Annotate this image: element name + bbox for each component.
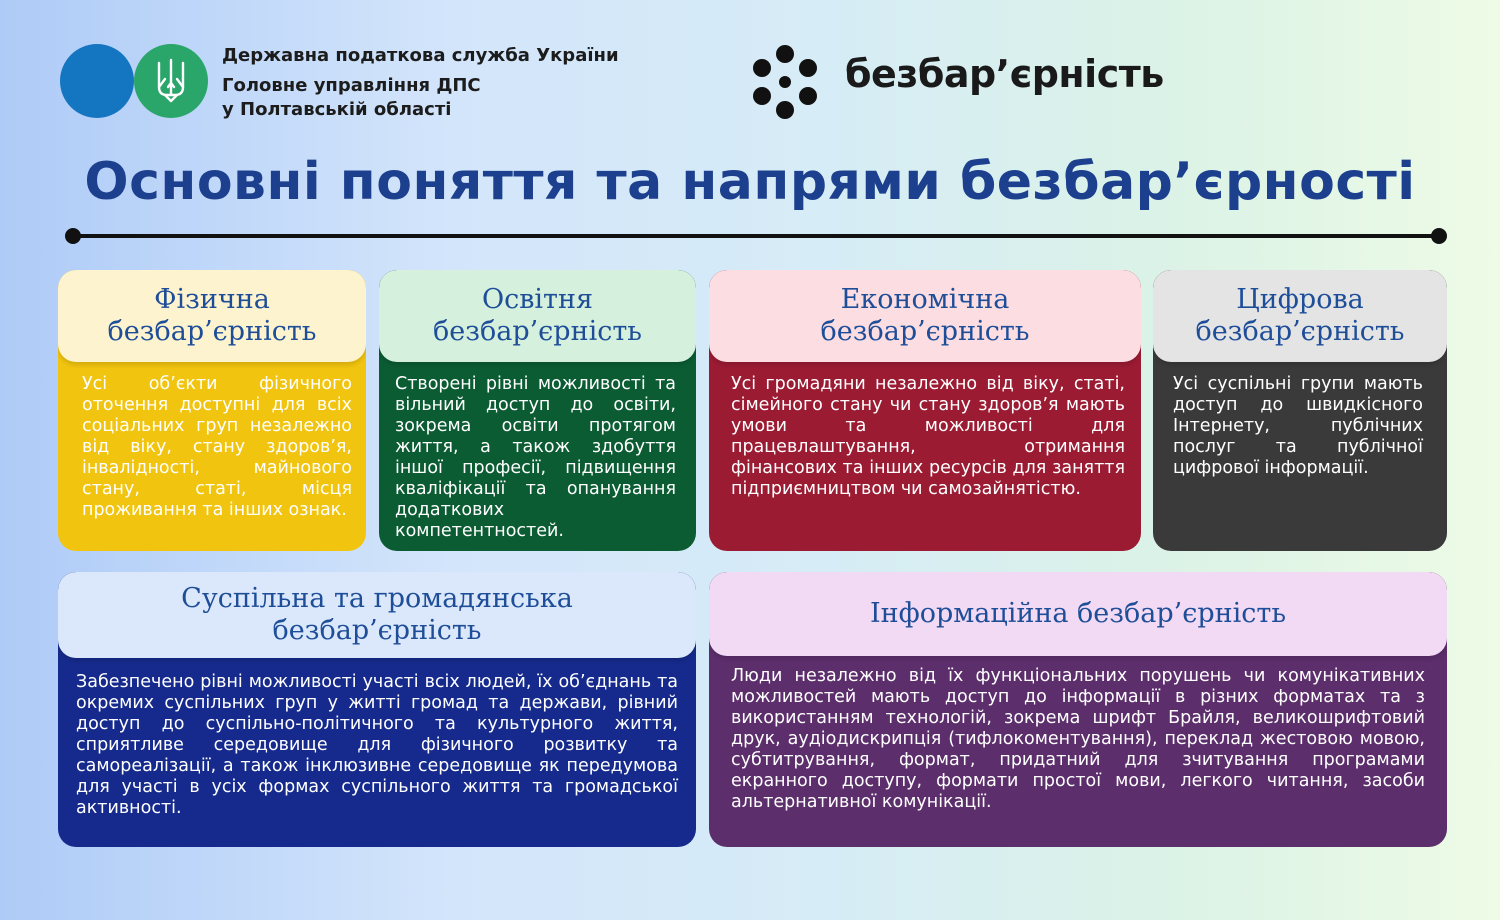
title-divider [73, 234, 1439, 238]
card-title [709, 270, 1141, 362]
card-title-line-2: безбар’єрність [107, 316, 317, 347]
org-line-2: Головне управління ДПС [222, 75, 481, 96]
card-title [58, 270, 366, 362]
card-description: Усі об’єкти фізичного оточення доступні для всіх соціальних груп незалежно від віку, стану здоров’я, інвалідності, майнового стану, статі, місця проживання та інших ознак. [82, 374, 352, 520]
card-title-line-1: Освітня [481, 284, 594, 315]
card-social-civic-accessibility [58, 572, 696, 847]
card-information-accessibility [709, 572, 1447, 847]
card-description: Люди незалежно від їх функціональних порушень чи комунікативних можливостей мають доступ до інформації в різних форматах та з використанням технологій, зокрема шрифт Брайля, великошрифтовий друк, аудіодискрипція (тифлокоментування), переклад жестовою мовою, субтитрування, формат, придатний для зчитування програмами екранного доступу, формати простої мови, легкого читання, засоби альтернативної комунікації. [731, 666, 1425, 812]
card-title-line-2: безбар’єрність [272, 615, 482, 646]
card-title-line-1: Цифрова [1236, 284, 1364, 315]
org-line-3: у Полтавській області [222, 99, 452, 120]
card-title-line-2: безбар’єрність [1195, 316, 1405, 347]
card-title-line-1: Економічна [840, 284, 1010, 315]
organization-name [222, 44, 619, 122]
dps-logo-blue-circle [60, 44, 134, 118]
card-description: Створені рівні можливості та вільний доступ до освіти, зокрема освіти протягом життя, а також здобуття іншої професії, підвищення кваліфікації та опанування додаткових компетентностей. [395, 374, 676, 541]
card-title [709, 572, 1447, 656]
card-title-line-1: Інформаційна безбар’єрність [869, 598, 1287, 629]
header [0, 0, 1500, 140]
brand-wordmark: безбар’єрність [845, 52, 1164, 96]
card-title-line-1: Суспільна та громадянська [181, 583, 573, 614]
divider-right-dot [1431, 228, 1447, 244]
card-physical-accessibility [58, 270, 366, 551]
card-educational-accessibility [379, 270, 696, 551]
card-digital-accessibility [1153, 270, 1447, 551]
card-description: Усі суспільні групи мають доступ до швидкісного Інтернету, публічних послуг та публічної цифрової інформації. [1173, 374, 1423, 478]
card-economic-accessibility [709, 270, 1141, 551]
card-description: Усі громадяни незалежно від віку, статі, сімейного стану чи стану здоров’я мають умови та можливості для працевлаштування, отримання фінансових та інших ресурсів для заняття підприємництвом чи самозайнятістю. [731, 374, 1125, 499]
card-description: Забезпечено рівні можливості участі всіх людей, їх об’єднань та окремих суспільних груп у житті громад та держави, рівний доступ до суспільно-політичного та культурного життя, сприятливе середовище для фізичного розвитку та самореалізації, а також інклюзивне середовище як передумова для участі в усіх формах суспільного життя та громадської активності. [76, 672, 678, 818]
card-title [58, 572, 696, 658]
dps-logo-emblem [134, 44, 208, 118]
trident-icon [151, 57, 191, 105]
divider-left-dot [65, 228, 81, 244]
card-title-line-1: Фізична [154, 284, 270, 315]
page-title: Основні поняття та напрями безбар’єрності [84, 152, 1416, 212]
card-title-line-2: безбар’єрність [433, 316, 642, 347]
card-title [1153, 270, 1447, 362]
card-title-line-2: безбар’єрність [820, 316, 1030, 347]
seven-dots-flower-icon [750, 44, 820, 120]
card-title [379, 270, 696, 362]
org-line-1: Державна податкова служба України [222, 45, 619, 66]
